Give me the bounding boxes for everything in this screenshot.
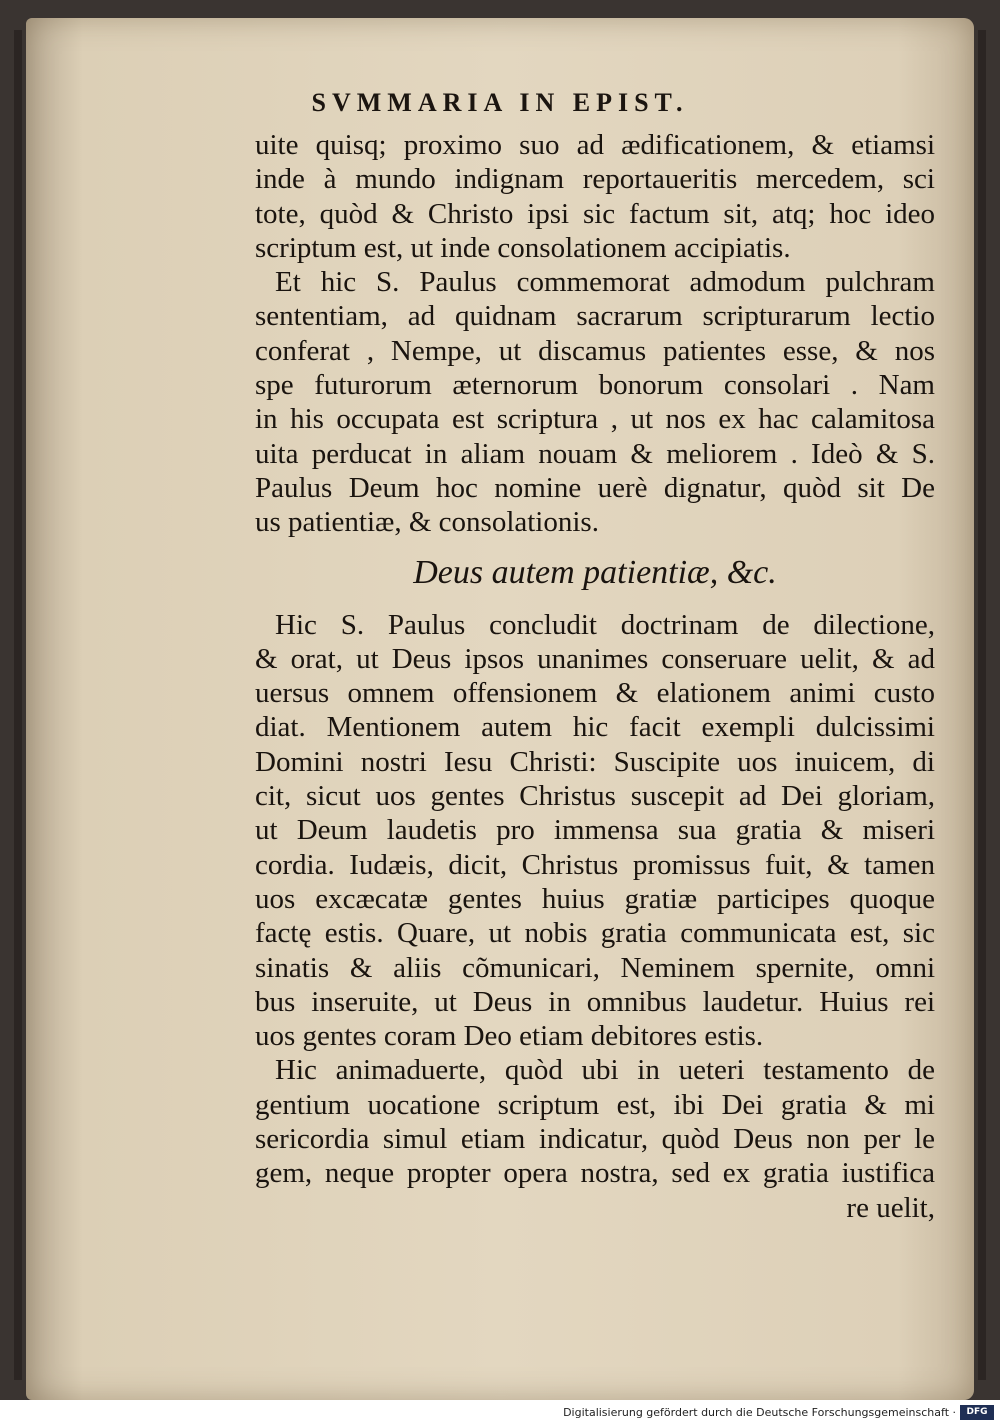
text-line: factę estis. Quare, ut nobis gratia communicata est, sic: [255, 917, 935, 950]
text-line: uersus omnem offensionem & elationem animi custo: [255, 677, 935, 710]
text-line: Domini nostri Iesu Christi: Suscipite uos inuicem, di: [255, 745, 935, 778]
text-line: uite quisq; proximo suo ad ædificationem, & etiamsi: [255, 129, 935, 161]
text-line: uos excæcatæ gentes huius gratiæ participes quoque: [255, 882, 935, 915]
paragraph-3: [255, 608, 935, 1054]
text-line: ut Deum laudetis pro immensa sua gratia & miseri: [255, 814, 935, 847]
scan-edge-left: [14, 30, 22, 1380]
text-line: uita perducat in aliam nouam & meliorem . Ideò & S.: [255, 437, 935, 470]
footer-bar: [0, 1400, 1000, 1426]
catchword: re uelit,: [846, 1191, 935, 1224]
text-line: Paulus Deum hoc nomine uerè dignatur, quòd sit De: [255, 471, 935, 504]
text-line: tote, quòd & Christo ipsi sic factum sit, atq; hoc ideo: [255, 197, 935, 230]
text-line: Et hic S. Paulus commemorat admodum pulchram: [275, 266, 935, 299]
text-line: scriptum est, ut inde consolationem accipiatis.: [255, 231, 791, 264]
text-line: Hic animaduerte, quòd ubi in ueteri testamento de: [275, 1054, 935, 1087]
text-line: gentium uocatione scriptum est, ibi Dei gratia & mi: [255, 1088, 935, 1121]
text-line: sericordia simul etiam indicatur, quòd Deus non per le: [255, 1123, 935, 1156]
text-line: in his occupata est scriptura , ut nos ex hac calamitosa: [255, 403, 935, 436]
text-line: sententiam, ad quidnam sacrarum scripturarum lectio: [255, 300, 935, 333]
text-line: Hic S. Paulus concludit doctrinam de dilectione,: [275, 608, 935, 641]
section-subheading: Deus autem patientiæ, &c.: [413, 553, 777, 591]
text-line: sinatis & aliis cõmunicari, Neminem spernite, omni: [255, 951, 935, 984]
paragraph-1: [255, 128, 935, 265]
page-text: [255, 128, 935, 1225]
running-head: SVMMARIA IN EPIST.: [311, 88, 689, 117]
paragraph-2: [255, 265, 935, 539]
text-line: gem, neque propter opera nostra, sed ex gratia iustifica: [255, 1157, 935, 1190]
text-line: bus inseruite, ut Deus in omnibus laudetur. Huius rei: [255, 985, 935, 1018]
dfg-logo-icon: DFG: [960, 1405, 994, 1420]
text-line: spe futurorum æternorum bonorum consolari . Nam: [255, 369, 935, 402]
text-line: uos gentes coram Deo etiam debitores estis.: [255, 1020, 764, 1053]
text-line: us patientiæ, & consolationis.: [255, 506, 599, 539]
footer-credit: Digitalisierung gefördert durch die Deutsche Forschungsgemeinschaft ·: [563, 1406, 956, 1419]
text-line: conferat , Nempe, ut discamus patientes esse, & nos: [255, 334, 935, 367]
text-line: cit, sicut uos gentes Christus suscepit ad Dei gloriam,: [255, 780, 935, 813]
paragraph-4: [255, 1053, 935, 1224]
scan-edge-right: [978, 30, 986, 1380]
text-line: inde à mundo indignam reportaueritis mercedem, sci: [255, 163, 935, 196]
text-line: diat. Mentionem autem hic facit exempli dulcissimi: [255, 711, 935, 744]
text-line: & orat, ut Deus ipsos unanimes conseruare uelit, & ad: [255, 642, 935, 675]
text-line: cordia. Iudæis, dicit, Christus promissus fuit, & tamen: [255, 848, 935, 881]
